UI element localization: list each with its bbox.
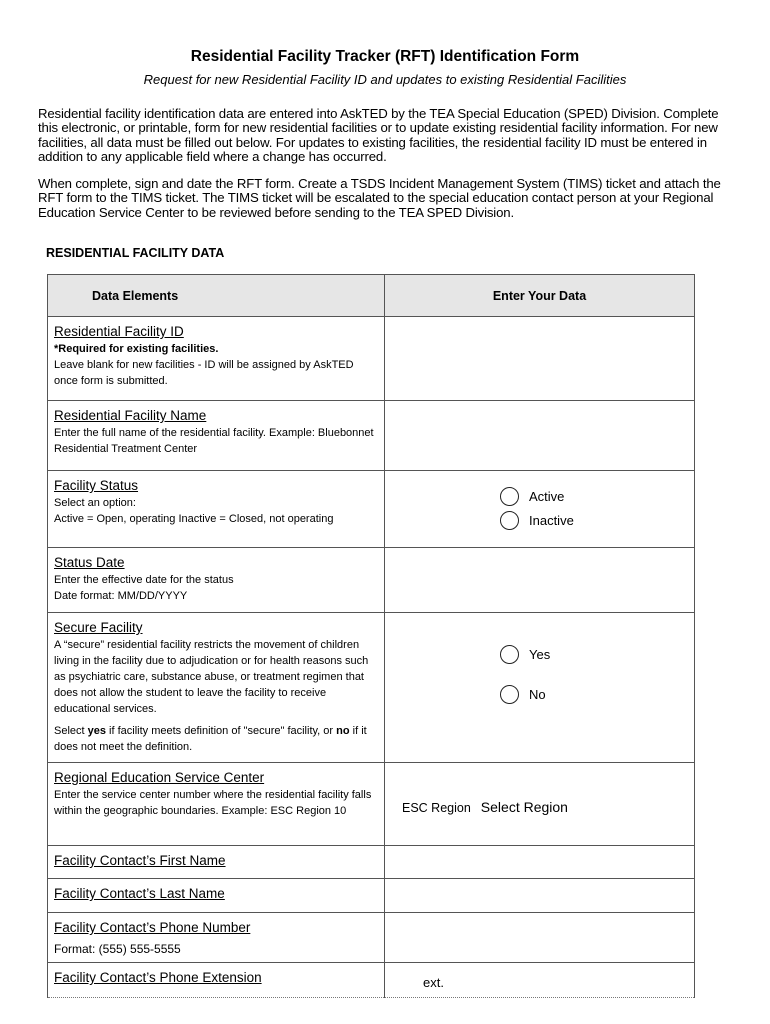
facility-name-desc: Enter the full name of the residential facility. Example: Bluebonnet Residential Treatment Center bbox=[54, 427, 374, 455]
esc-region-select[interactable]: Select Region bbox=[480, 799, 568, 815]
facility-name-input[interactable] bbox=[385, 401, 695, 471]
esc-desc: Enter the service center number where the residential facility falls within the geographic boundaries. Example: ESC Region 10 bbox=[54, 789, 372, 817]
status-active-radio[interactable] bbox=[500, 487, 694, 506]
contact-last-name-input[interactable] bbox=[385, 879, 695, 913]
status-date-input[interactable] bbox=[385, 548, 695, 613]
esc-label: Regional Education Service Center bbox=[54, 770, 265, 785]
secure-facility-desc: A “secure” residential facility restricts the movement of children living in the facility due to adjudication or for health reasons such as psychiatric care, substance abuse, or treatment regimen that does not allow the student to leave the facility to receive educational services. bbox=[54, 639, 369, 715]
radio-circle-icon bbox=[500, 487, 519, 506]
facility-id-label: Residential Facility ID bbox=[54, 324, 184, 339]
radio-circle-icon bbox=[500, 685, 519, 704]
contact-first-name-label: Facility Contact’s First Name bbox=[54, 853, 226, 868]
radio-label: Inactive bbox=[529, 513, 574, 528]
status-date-desc: Enter the effective date for the status bbox=[54, 574, 234, 586]
form-subtitle: Request for new Residential Facility ID and updates to existing Residential Facilities bbox=[143, 72, 627, 87]
status-date-format: Date format: MM/DD/YYYY bbox=[54, 590, 188, 602]
contact-phone-label: Facility Contact’s Phone Number bbox=[54, 920, 251, 935]
radio-label: Active bbox=[529, 489, 565, 504]
contact-last-name-label: Facility Contact’s Last Name bbox=[54, 886, 225, 901]
facility-id-desc: Leave blank for new facilities - ID will be assigned by AskTED once form is submitted. bbox=[54, 359, 354, 387]
contact-ext-label: Facility Contact’s Phone Extension bbox=[54, 970, 262, 985]
intro-paragraph: Residential facility identification data are entered into AskTED by the TEA Special Education (SPED) Division. Complete this electronic, or printable, form for new residential facilities or to update existing residential facility information. For new facilities, all data must be filled out below. For updates to existing facilities, the residential facility ID must be entered in addition to any applicable field where a change has occurred. bbox=[38, 106, 719, 165]
esc-prefix: ESC Region bbox=[402, 801, 471, 815]
secure-facility-instructions: Select yes if facility meets definition of "secure" facility, or no if it does not meet the definition. bbox=[54, 725, 367, 753]
header-data-elements: Data Elements bbox=[48, 275, 385, 317]
facility-status-desc: Select an option: bbox=[54, 497, 136, 509]
facility-status-options-desc: Active = Open, operating Inactive = Closed, not operating bbox=[54, 513, 334, 525]
facility-id-input[interactable] bbox=[385, 317, 695, 401]
radio-circle-icon bbox=[500, 645, 519, 664]
radio-label: No bbox=[529, 687, 546, 702]
facility-status-label: Facility Status bbox=[54, 478, 139, 493]
section-heading: RESIDENTIAL FACILITY DATA bbox=[46, 246, 225, 260]
facility-id-required: *Required for existing facilities. bbox=[54, 343, 219, 355]
contact-first-name-input[interactable] bbox=[385, 846, 695, 879]
form-title: Residential Facility Tracker (RFT) Identification Form bbox=[190, 48, 580, 65]
facility-name-label: Residential Facility Name bbox=[54, 408, 207, 423]
radio-circle-icon bbox=[500, 511, 519, 530]
status-date-label: Status Date bbox=[54, 555, 125, 570]
instructions-paragraph: When complete, sign and date the RFT form. Create a TSDS Incident Management System (TIMS) ticket and attach the RFT form to the TIMS ticket. The TIMS ticket will be escalated to the special education contact person at your Regional Education Service Center to be reviewed before sending to the TEA SPED Division. bbox=[38, 176, 721, 220]
radio-label: Yes bbox=[529, 647, 551, 662]
contact-phone-input[interactable] bbox=[385, 913, 695, 963]
contact-phone-format: Format: (555) 555-5555 bbox=[54, 942, 181, 956]
secure-yes-radio[interactable] bbox=[500, 645, 694, 664]
status-inactive-radio[interactable] bbox=[500, 511, 694, 530]
header-enter-data: Enter Your Data bbox=[385, 275, 695, 317]
facility-data-table bbox=[47, 274, 695, 998]
contact-ext-input[interactable] bbox=[385, 963, 695, 998]
secure-facility-label: Secure Facility bbox=[54, 620, 143, 635]
ext-label: ext. bbox=[423, 975, 444, 990]
secure-no-radio[interactable] bbox=[500, 685, 694, 704]
